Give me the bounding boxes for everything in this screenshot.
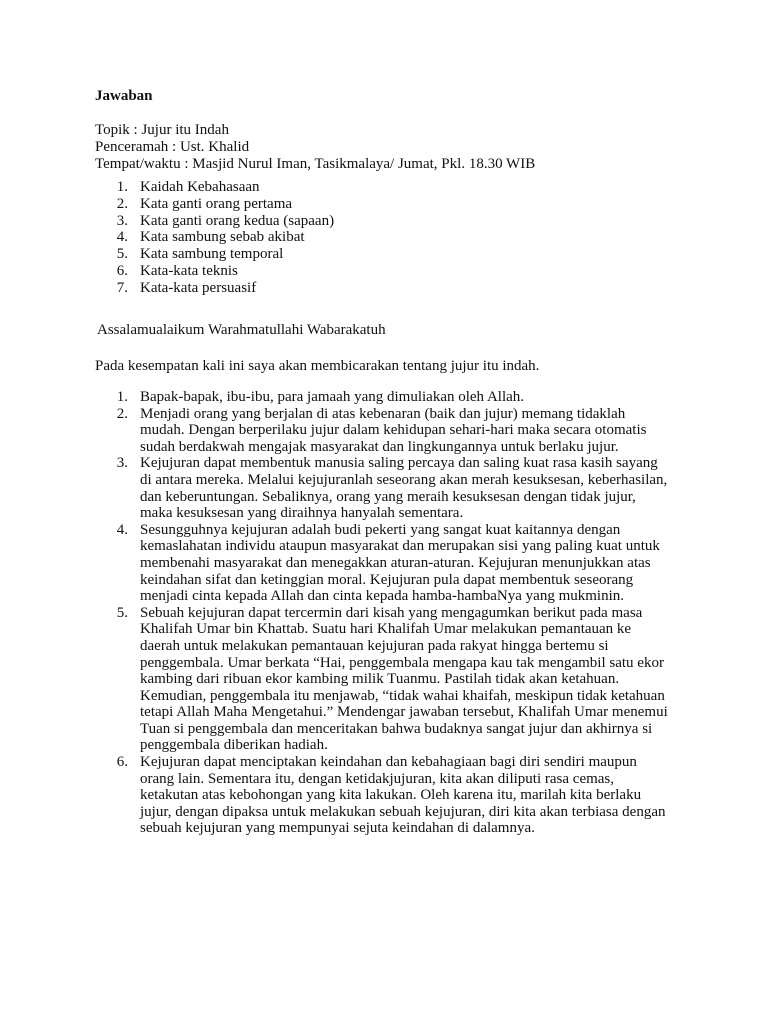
page-heading: Jawaban (95, 88, 153, 104)
greeting: Assalamualaikum Warahmatullahi Wabarakatuh (97, 322, 386, 338)
list-item: 1. Bapak-bapak, ibu-ibu, para jamaah yang dimuliakan oleh Allah. (116, 389, 525, 405)
list-item: 2. Menjadi orang yang berjalan di atas kebenaran (baik dan jujur) memang tidaklah mudah. Dengan berperilaku jujur dalam kehidupan sehari-hari maka secara otomatis sudah berdakwah mengajak masyarakat dan lingkungannya untuk berlaku jujur. (116, 405, 647, 455)
list-item: 6. Kejujuran dapat menciptakan keindahan dan kebahagiaan bagi diri sendiri maupun orang lain. Sementara itu, dengan ketidakjujuran, kita akan diliputi rasa cemas, ketakutan atas kebohongan yang kita lakukan. Oleh karena itu, marilah kita berlaku jujur, dengan dipaksa untuk melakukan sebuah kejujuran, diri kita akan terbiasa dengan sebuah kejujuran yang mempunyai sejuta keindahan di dalamnya. (116, 754, 666, 837)
list-item: 2. Kata ganti orang pertama (116, 195, 293, 212)
speech-body-list (110, 389, 670, 837)
topic-line: Topik : Jujur itu Indah (95, 122, 229, 138)
list-item: 4. Sesungguhnya kejujuran adalah budi pekerti yang sangat kuat kaitannya dengan kemaslahatan individu ataupun masyarakat dan merupakan sisi yang paling kuat untuk membenahi masyarakat dan menegakkan aturan-aturan. Kejujuran menunjukkan atas keindahan sifat dan ketinggian moral. Kejujuran pula dapat membentuk seseorang menjadi cinta kepada Allah dan cinta kepada hamba-hambaNya yang mukminin. (116, 521, 660, 605)
list-item: 5. Sebuah kejujuran dapat tercermin dari kisah yang mengagumkan berikut pada masa Khalifah Umar bin Khattab. Suatu hari Khalifah Umar melakukan pemantauan ke daerah untuk melakukan pemantauan kejujuran pada rakyat hingga bertemu si penggembala. Umar berkata “Hai, penggembala mengapa kau tak mengambil satu ekor kambing dari ribuan ekor kambing milik Tuanmu. Pastilah tidak akan ketahuan. Kemudian, penggembala itu menjawab, “tidak wahai khaifah, meskipun tidak ketahuan tetapi Allah Maha Mengetahui.” Mendengar jawaban tersebut, Khalifah Umar menemui Tuan si penggembala dan menceritakan bahwa budaknya sangat jujur dan akhirnya si penggembala diberikan hadiah. (116, 604, 668, 754)
place-time-line: Tempat/waktu : Masjid Nurul Iman, Tasikmalaya/ Jumat, Pkl. 18.30 WIB (95, 155, 536, 172)
list-item: 3. Kata ganti orang kedua (sapaan) (116, 212, 335, 229)
list-item: 5. Kata sambung temporal (116, 246, 284, 263)
kaidah-list (110, 179, 334, 297)
list-item: 6. Kata-kata teknis (116, 262, 238, 279)
list-item: 1. Kaidah Kebahasaan (116, 179, 260, 195)
speaker-line: Penceramah : Ust. Khalid (95, 138, 250, 155)
list-item: 7. Kata-kata persuasif (116, 279, 257, 296)
list-item: 4. Kata sambung sebab akibat (116, 229, 305, 246)
intro-paragraph: Pada kesempatan kali ini saya akan membicarakan tentang jujur itu indah. (95, 358, 540, 374)
speech-meta (95, 122, 535, 172)
list-item: 3. Kejujuran dapat membentuk manusia saling percaya dan saling kuat rasa kasih sayang di antara mereka. Melalui kejujuranlah seseorang akan merah kesuksesan, keberhasilan, dan keberuntungan. Sebaliknya, orang yang meraih kesuksesan dengan tidak jujur, maka kesuksesan yang diraihnya hanyalah sementara. (116, 455, 668, 522)
